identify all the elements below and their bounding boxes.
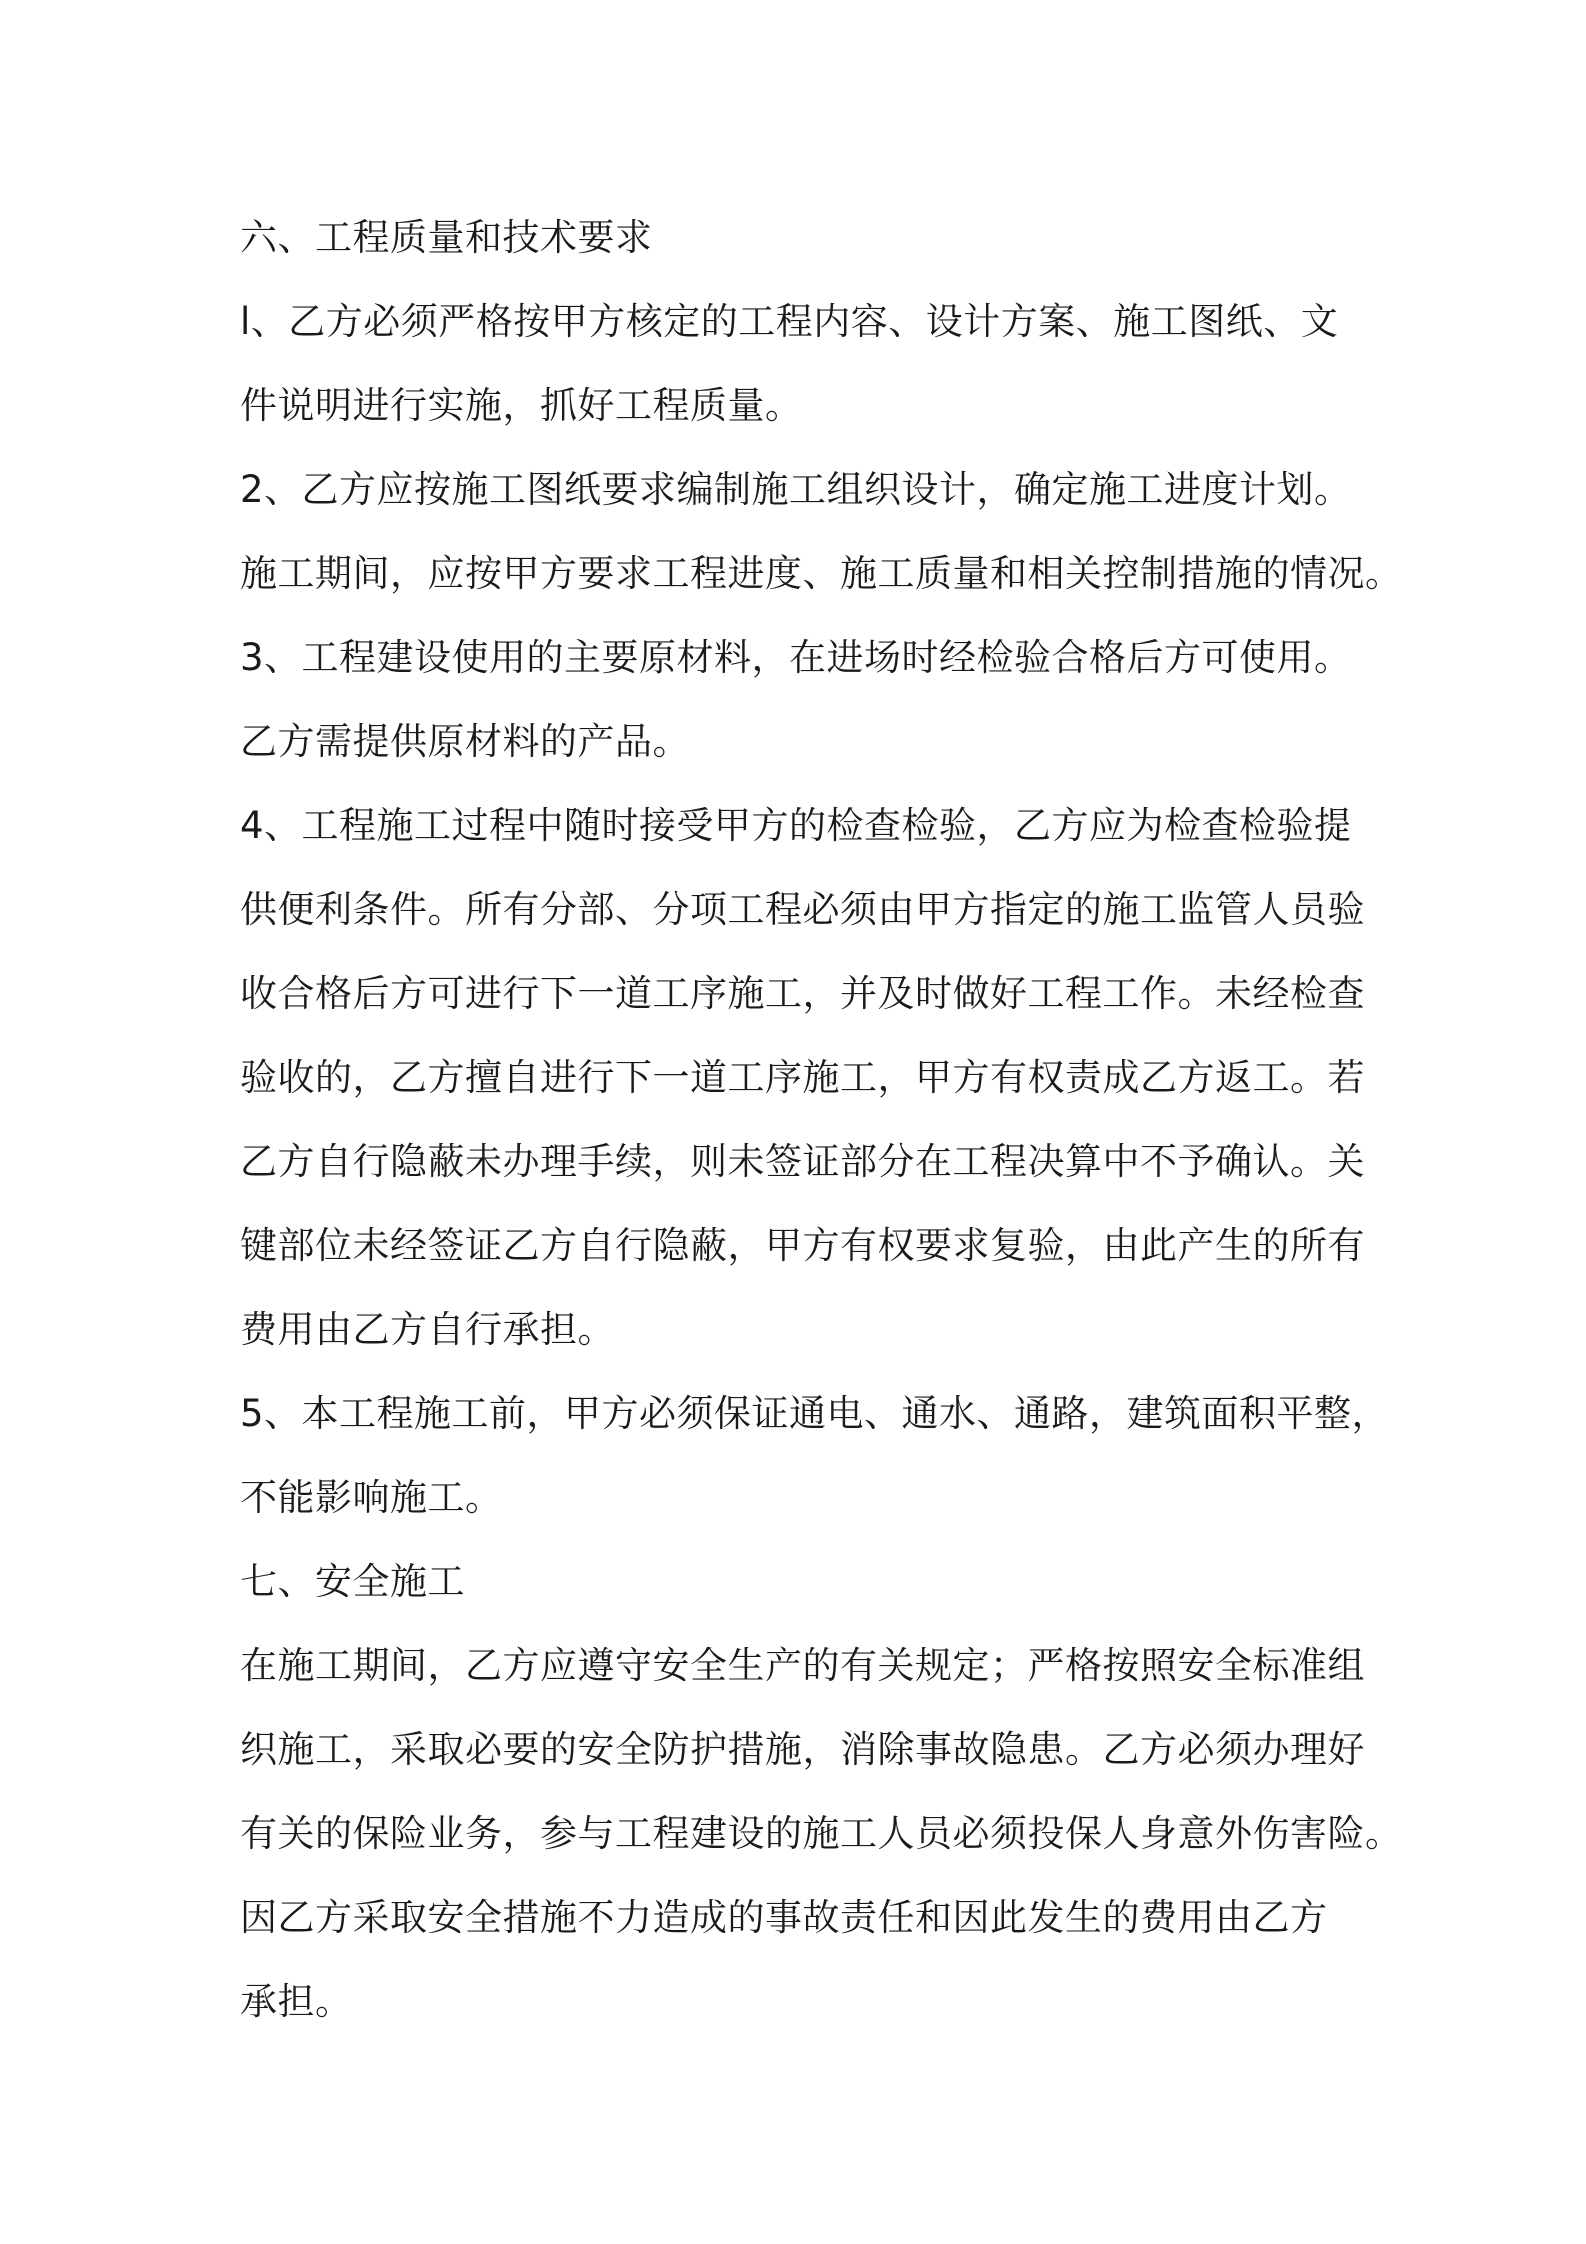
paragraph-line: 收合格后方可进行下一道工序施工，并及时做好工程工作。未经检查	[240, 972, 1365, 1015]
paragraph-line: 2、乙方应按施工图纸要求编制施工组织设计，确定施工进度计划。	[240, 468, 1352, 511]
paragraph-line: 在施工期间，乙方应遵守安全生产的有关规定；严格按照安全标准组	[240, 1644, 1365, 1687]
paragraph-line: 件说明进行实施，抓好工程质量。	[240, 384, 803, 427]
paragraph-line: 3、工程建设使用的主要原材料，在进场时经检验合格后方可使用。	[240, 636, 1352, 679]
section-heading-safety: 七、安全施工	[240, 1560, 465, 1603]
paragraph-line: 承担。	[240, 1980, 353, 2023]
paragraph-line: 供便利条件。所有分部、分项工程必须由甲方指定的施工监管人员验	[240, 888, 1365, 931]
paragraph-line: 验收的，乙方擅自进行下一道工序施工，甲方有权责成乙方返工。若	[240, 1056, 1365, 1099]
paragraph-line: 施工期间，应按甲方要求工程进度、施工质量和相关控制措施的情况。	[240, 552, 1403, 595]
paragraph-line: 不能影响施工。	[240, 1476, 503, 1519]
paragraph-line: 键部位未经签证乙方自行隐蔽，甲方有权要求复验，由此产生的所有	[240, 1224, 1365, 1267]
paragraph-line: 5、本工程施工前，甲方必须保证通电、通水、通路，建筑面积平整，	[240, 1392, 1390, 1435]
paragraph-line: 费用由乙方自行承担。	[240, 1308, 615, 1351]
paragraph-line: 因乙方采取安全措施不力造成的事故责任和因此发生的费用由乙方	[240, 1896, 1328, 1939]
paragraph-line: 乙方需提供原材料的产品。	[240, 720, 690, 763]
section-heading-quality: 六、工程质量和技术要求	[240, 216, 653, 259]
paragraph-line: l、乙方必须严格按甲方核定的工程内容、设计方案、施工图纸、文	[240, 300, 1339, 343]
paragraph-line: 织施工，采取必要的安全防护措施，消除事故隐患。乙方必须办理好	[240, 1728, 1365, 1771]
paragraph-line: 乙方自行隐蔽未办理手续，则未签证部分在工程决算中不予确认。关	[240, 1140, 1365, 1183]
paragraph-line: 4、工程施工过程中随时接受甲方的检查检验，乙方应为检查检验提	[240, 804, 1352, 847]
paragraph-line: 有关的保险业务，参与工程建设的施工人员必须投保人身意外伤害险。	[240, 1812, 1403, 1855]
document-body	[240, 196, 1403, 2044]
